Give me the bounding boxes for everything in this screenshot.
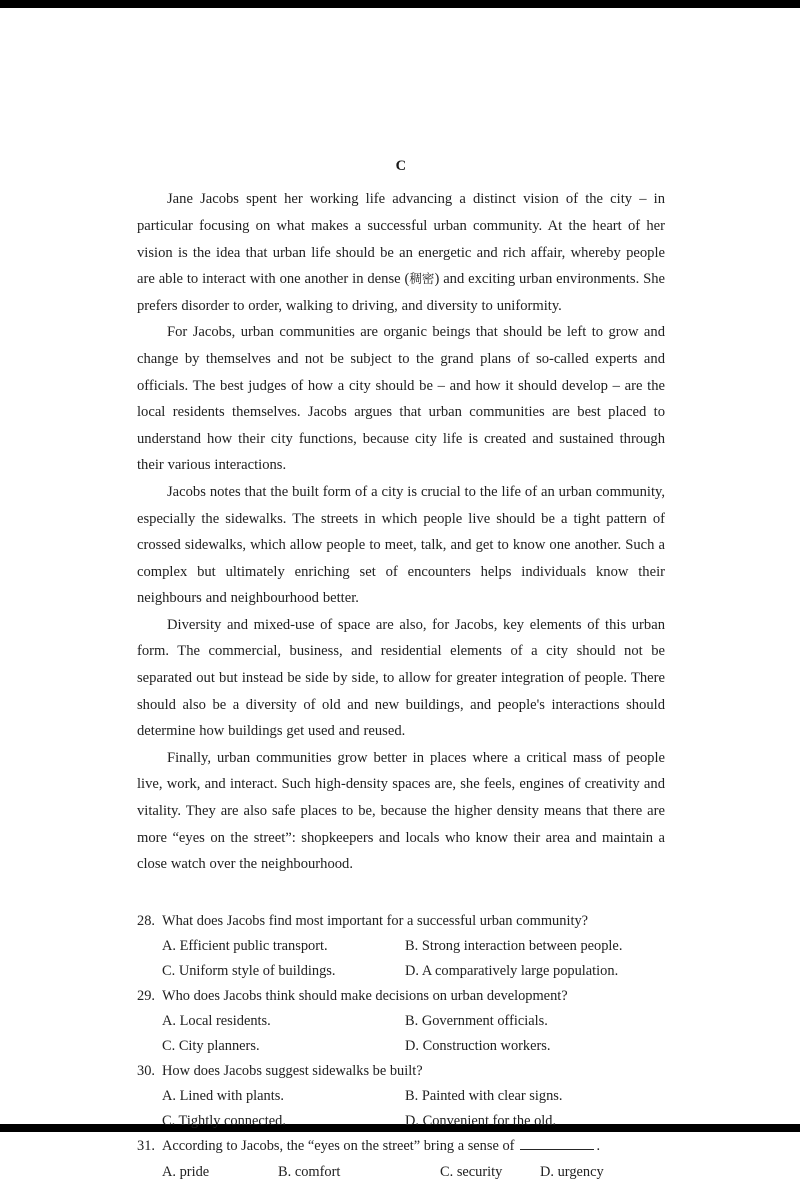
chinese-gloss: 稠密: [409, 271, 435, 287]
passage-paragraph: For Jacobs, urban communities are organic beings that should be left to grow and change by themselves and not be subject to the grand plans of so-called experts and officials. The best judges of how a city should be – and how it should develop – are the local residents themselves. Jacobs argues that urban communities are best placed to understand how their city functions, because city life is created and sustained through their various interactions.: [137, 324, 665, 474]
passage-paragraph: Jacobs notes that the built form of a city is crucial to the life of an urban community, especially the sidewalks. The streets in which people live should be a tight pattern of crossed sidewalks, which allow people to meet, talk, and get to know one another. Such a complex but ultimately enriching set of encounters helps individuals know their neighbours and neighbourhood better.: [137, 483, 665, 607]
answer-option-b[interactable]: [278, 1160, 340, 1185]
scan-edge-band-top: [0, 0, 800, 8]
option-text: comfort: [294, 1163, 341, 1180]
page-content: [137, 158, 665, 1185]
question-number: 30.: [137, 1063, 155, 1080]
question-list: [137, 909, 665, 1185]
question-stem-text: How does Jacobs suggest sidewalks be built?: [162, 1063, 423, 1080]
option-letter: A.: [162, 1163, 176, 1180]
option-letter: D.: [540, 1163, 554, 1180]
option-letter: B.: [278, 1163, 292, 1180]
option-text: urgency: [557, 1163, 604, 1180]
option-text: Government officials.: [421, 1013, 548, 1030]
option-letter: B.: [405, 1013, 419, 1030]
answer-option-d[interactable]: [405, 1109, 556, 1134]
question-number: 28.: [137, 912, 155, 929]
question-number: 31.: [137, 1138, 155, 1155]
answer-option-a[interactable]: [162, 1160, 209, 1185]
answer-option-d[interactable]: [405, 1034, 551, 1059]
option-text: Painted with clear signs.: [421, 1088, 563, 1105]
answer-option-c[interactable]: [162, 959, 336, 984]
option-text: Local residents.: [179, 1013, 271, 1030]
answer-option-b[interactable]: [405, 1009, 548, 1034]
option-letter: C.: [440, 1163, 454, 1180]
option-letter: B.: [405, 938, 419, 955]
option-row: [137, 1009, 665, 1034]
option-text: Uniform style of buildings.: [178, 963, 336, 980]
question-item: [137, 1134, 665, 1184]
passage-paragraph: Finally, urban communities grow better in places where a critical mass of people live, work, and interact. Such high-density spaces are, she feels, engines of creativity and vitality. They are also safe places to be, because the higher density means that there are more “eyes on the street”: shopkeepers and locals who know their area and maintain a close watch over the neighbourhood.: [137, 749, 665, 873]
question-stem: [137, 1059, 665, 1084]
question-stem: [137, 1134, 665, 1159]
question-item: [137, 984, 665, 1059]
option-text: Lined with plants.: [179, 1088, 284, 1105]
question-stem: [137, 984, 665, 1009]
question-stem-text: What does Jacobs find most important for a successful urban community?: [162, 912, 589, 929]
option-row: [137, 1034, 665, 1059]
answer-option-c[interactable]: [162, 1109, 286, 1134]
option-text: Tightly connected.: [178, 1113, 286, 1130]
option-text: pride: [179, 1163, 210, 1180]
option-letter: A.: [162, 938, 176, 955]
question-number: 29.: [137, 988, 155, 1005]
option-letter: B.: [405, 1088, 419, 1105]
option-letter: D.: [405, 963, 419, 980]
answer-option-a[interactable]: [162, 1084, 284, 1109]
answer-option-c[interactable]: [440, 1160, 502, 1185]
answer-option-d[interactable]: [405, 959, 618, 984]
option-text: security: [456, 1163, 503, 1180]
option-row: [137, 1160, 665, 1185]
option-letter: D.: [405, 1113, 419, 1130]
question-item: [137, 909, 665, 984]
passage-paragraph: Jane Jacobs spent her working life advancing a distinct vision of the city – in particular focusing on what makes a successful urban community. At the heart of her vision is the idea that urban life should be an energetic and rich affair, whereby people are able to interact with one another in dense (稠密) and exciting urban environments. She prefers disorder to order, walking to driving, and diversity to uniformity.: [137, 191, 665, 314]
answer-blank: [520, 1136, 594, 1150]
answer-option-a[interactable]: [162, 1009, 271, 1034]
option-text: A comparatively large population.: [421, 963, 619, 980]
question-stem-text: According to Jacobs, the “eyes on the street” bring a sense of: [162, 1138, 515, 1155]
section-heading: C: [395, 158, 407, 174]
option-row: [137, 1084, 665, 1109]
option-text: Efficient public transport.: [179, 938, 328, 955]
answer-option-b[interactable]: [405, 934, 622, 959]
document-page: [0, 8, 800, 1180]
option-letter: C.: [162, 1113, 176, 1130]
option-row: [137, 1109, 665, 1134]
answer-option-b[interactable]: [405, 1084, 563, 1109]
passage-paragraph: Diversity and mixed-use of space are also, for Jacobs, key elements of this urban form. The commercial, business, and residential elements of a city should not be separated out but instead be side by side, to allow for greater integration of people. There should also be a diversity of old and new buildings, and people's interactions should determine how buildings get used and reused.: [137, 616, 665, 740]
option-letter: A.: [162, 1013, 176, 1030]
answer-option-a[interactable]: [162, 934, 328, 959]
option-row: [137, 934, 665, 959]
option-text: City planners.: [178, 1038, 260, 1055]
question-stem-tail: .: [596, 1138, 601, 1155]
answer-option-c[interactable]: [162, 1034, 260, 1059]
option-text: Strong interaction between people.: [421, 938, 623, 955]
option-letter: C.: [162, 1038, 176, 1055]
question-stem: [137, 909, 665, 934]
option-letter: D.: [405, 1038, 419, 1055]
option-letter: C.: [162, 963, 176, 980]
answer-option-d[interactable]: [540, 1160, 604, 1185]
question-item: [137, 1059, 665, 1134]
option-text: Convenient for the old.: [422, 1113, 557, 1130]
option-text: Construction workers.: [422, 1038, 551, 1055]
option-row: [137, 959, 665, 984]
question-stem-text: Who does Jacobs think should make decisions on urban development?: [162, 988, 568, 1005]
option-letter: A.: [162, 1088, 176, 1105]
reading-passage: [137, 186, 665, 877]
